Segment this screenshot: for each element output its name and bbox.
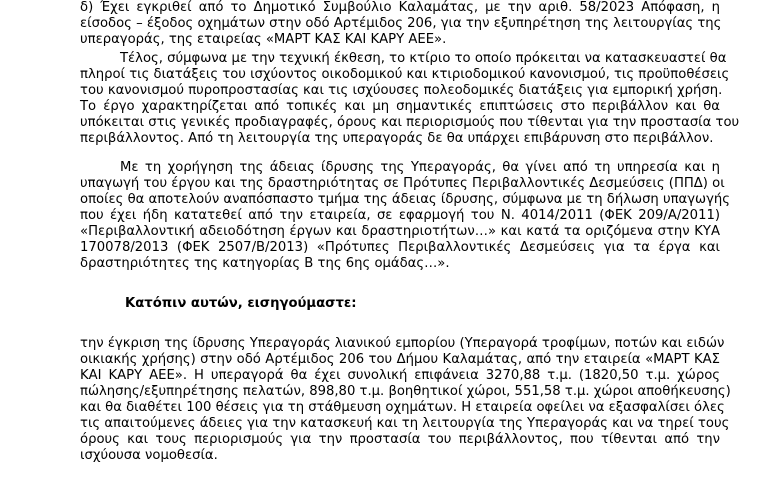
paragraph-proposal-line: και θα διαθέτει 100 θέσεις για τη στάθμευση οχημάτων. Η εταιρεία οφείλει να εξασφαλίσει όλες xyxy=(80,400,725,415)
paragraph-proposal-line: τις απαιτούμενες άδειες για την κατασκευή και τη λειτουργία της Υπεραγοράς και να τηρεί τους xyxy=(80,416,730,431)
paragraph-ppd-line: δραστηριότητες της κατηγορίας Β της 6ης ομάδας…». xyxy=(80,256,450,271)
paragraph-ppd-line: υπαγωγή του έργου και της δραστηριότητας σε Πρότυπες Περιβαλλοντικές Δεσμεύσεις (ΠΠΔ) οι xyxy=(80,176,725,191)
paragraph-d-line: υπεραγοράς, της εταιρείας «ΜΑΡΤ ΚΑΣ ΚΑΙ ΚΑΡΥ ΑΕΕ». xyxy=(80,32,447,47)
paragraph-proposal-line: οικιακής χρήσης) στην οδό Αρτέμιδος 206 του Δήμου Καλαμάτας, από την εταιρεία «ΜΑΡΤ ΚΑΣ xyxy=(80,352,720,367)
paragraph-proposal-line: ΚΑΙ ΚΑΡΥ ΑΕΕ». Η υπεραγορά θα έχει συνολική επιφάνεια 3270,88 τ.μ. (1820,50 τ.μ. χώρος xyxy=(80,368,720,383)
paragraph-note-line: περιβάλλοντος. Από τη λειτουργία της υπεραγοράς δε θα υπάρχει επιβάρυνση στο περιβάλλον. xyxy=(80,131,714,146)
paragraph-ppd-line: 170078/2013 (ΦΕΚ 2507/Β/2013) «Πρότυπες Περιβαλλοντικές Δεσμεύσεις για τα έργα και xyxy=(80,240,720,255)
paragraph-ppd-line: «Περιβαλλοντική αδειοδότηση έργων και δραστηριοτήτων…» και κατά τα οριζόμενα στην ΚΥΑ xyxy=(80,224,720,239)
paragraph-note-line: υπόκειται στις γενικές προδιαγραφές, όρους και περιορισμούς που τίθενται για την προστασία του xyxy=(80,115,740,130)
paragraph-d-line: δ) Έχει εγκριθεί από το Δημοτικό Συμβούλιο Καλαμάτας, με την αριθ. 58/2023 Απόφαση, η xyxy=(80,0,720,15)
paragraph-proposal-line: πώλησης/εξυπηρέτησης πελατών, 898,80 τ.μ. βοηθητικοί χώροι, 551,58 τ.μ. χώροι αποθήκευσης) xyxy=(80,384,731,399)
proposal-heading: Κατόπιν αυτών, εισηγούμαστε: xyxy=(125,296,357,311)
paragraph-note-line: Το έργο χαρακτηρίζεται από τοπικές και μη σημαντικές επιπτώσεις στο περιβάλλον και θα xyxy=(80,99,720,114)
paragraph-ppd-line: Με τη χορήγηση της άδειας ίδρυσης της Υπεραγοράς, θα γίνει από τη υπηρεσία και η xyxy=(120,160,720,175)
paragraph-d-line: είσοδος – έξοδος οχημάτων στην οδό Αρτέμιδος 206, για την εξυπηρέτηση της λειτουργίας της xyxy=(80,16,722,31)
paragraph-note-line: του κανονισμού πυροπροστασίας και τις ισχύουσες πολεοδομικές διατάξεις για εμπορική χρήση. xyxy=(80,83,723,98)
paragraph-ppd-line: οποίες θα αποτελούν αναπόσπαστο τμήμα της άδειας ίδρυσης, σύμφωνα με τη δήλωση υπαγωγής xyxy=(80,192,730,207)
paragraph-ppd-line: που έχει ήδη κατατεθεί από την εταιρεία, σε εφαρμογή του Ν. 4014/2011 (ΦΕΚ 209/Α/2011) xyxy=(80,208,720,223)
paragraph-proposal-line: την έγκριση της ίδρυσης Υπεραγοράς λιανικού εμπορίου (Υπεραγορά τροφίμων, ποτών και ειδών xyxy=(80,336,725,351)
paragraph-note-line: Τέλος, σύμφωνα με την τεχνική έκθεση, το κτίριο το οποίο πρόκειται να κατασκευαστεί θα xyxy=(120,51,727,66)
paragraph-proposal-line: ισχύουσα νομοθεσία. xyxy=(80,448,218,463)
paragraph-note-line: πληροί τις διατάξεις του ισχύοντος οικοδομικού και κτιριοδομικού κανονισμού, τις προϋποθέσεις xyxy=(80,67,730,82)
paragraph-proposal-line: όρους και τους περιορισμούς για την προστασία του περιβάλλοντος, που τίθενται από την xyxy=(80,432,720,447)
